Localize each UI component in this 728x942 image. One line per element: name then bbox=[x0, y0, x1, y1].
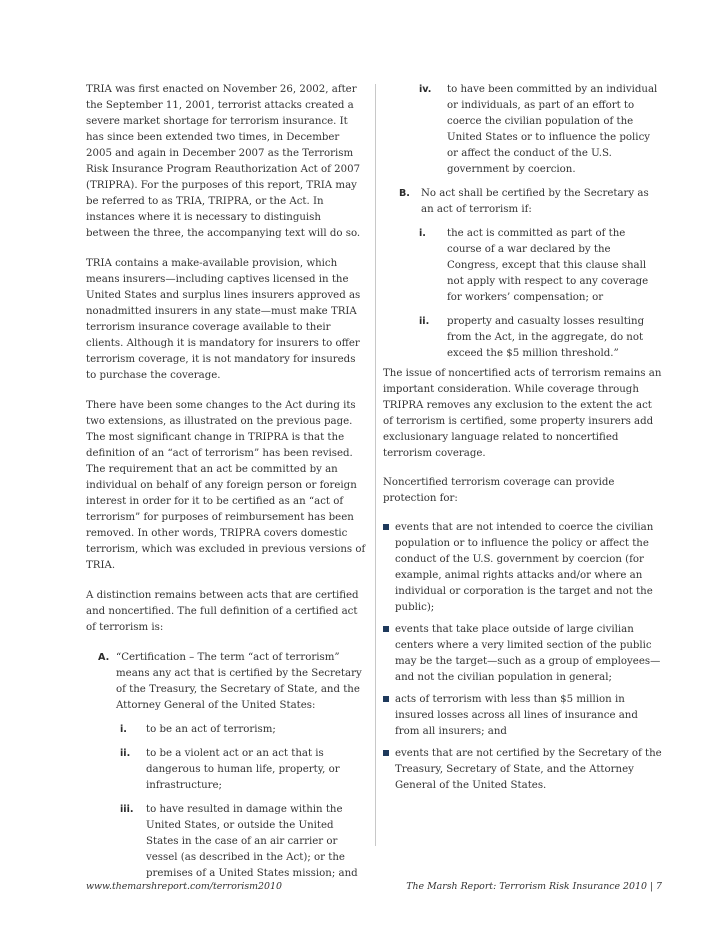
list-text: to have resulted in damage within the United States, or outside the United States in the case of an air carrier or vessel (as described in the Act); or the premises of a United States mission; and bbox=[146, 804, 358, 879]
list-marker: iii. bbox=[120, 804, 134, 815]
list-marker: B. bbox=[399, 188, 410, 199]
list-marker: i. bbox=[419, 228, 426, 239]
paragraph-noncertified-protection: Noncertified terrorism coverage can provide protection for: bbox=[383, 477, 615, 504]
list-text: No act shall be certified by the Secretary as an act of terrorism if: bbox=[421, 188, 649, 215]
list-text: property and casualty losses resulting from the Act, in the aggregate, do not exceed the $5 million threshold.” bbox=[447, 316, 645, 359]
paragraph-certified-distinction: A distinction remains between acts that are certified and noncertified. The full definition of a certified act of terrorism is: bbox=[86, 590, 359, 633]
list-marker: ii. bbox=[419, 316, 430, 327]
list-text: events that take place outside of large civilian centers where a very limited section of the public may be the target—such as a group of employees—and not the civilian population in general; bbox=[395, 624, 661, 683]
definition-item-a bbox=[86, 650, 368, 714]
right-column bbox=[383, 82, 663, 800]
definition-subitem-ii bbox=[86, 746, 368, 794]
footer-title-page-number: The Marsh Report: Terrorism Risk Insurance 2010 | 7 bbox=[406, 881, 662, 892]
list-text: events that are not intended to coerce the civilian population or to influence the policy or affect the conduct of the U.S. government by coercion (for example, animal rights attacks and/or where an individual or corporation is the target and not the public); bbox=[395, 522, 654, 613]
square-bullet-icon bbox=[383, 622, 395, 686]
list-text: to be a violent act or an act that is dangerous to human life, property, or infrastructure; bbox=[146, 748, 340, 791]
paragraph-tria-history: TRIA was first enacted on November 26, 2002, after the September 11, 2001, terrorist attacks created a severe market shortage for terrorism insurance. It has since been extended two times, in December 2005 and again in December 2007 as the Terrorism Risk Insurance Program Reauthorization Act of 2007 (TRIPRA). For the purposes of this report, TRIA may be referred to as TRIA, TRIPRA, or the Act. In instances where it is necessary to distinguish between the three, the accompanying text will do so. bbox=[86, 84, 361, 239]
list-text: the act is committed as part of the course of a war declared by the Congress, except that this clause shall not apply with respect to any coverage for workers’ compensation; or bbox=[447, 228, 649, 303]
paragraph-noncertified-issue: The issue of noncertified acts of terrorism remains an important consideration. While coverage through TRIPRA removes any exclusion to the extent the act of terrorism is certified, some property insurers add exclusionary language related to noncertified terrorism coverage. bbox=[383, 368, 662, 459]
square-bullet-icon bbox=[383, 746, 395, 794]
definition-subitem-iv bbox=[383, 82, 663, 178]
list-marker: iv. bbox=[419, 84, 432, 95]
list-text: events that are not certified by the Secretary of the Treasury, Secretary of State, and the Attorney General of the United States. bbox=[395, 748, 662, 791]
column-divider bbox=[375, 84, 376, 846]
left-column bbox=[86, 82, 368, 890]
list-marker: i. bbox=[120, 724, 127, 735]
list-text: “Certification – The term “act of terrorism” means any act that is certified by the Secretary of the Treasury, the Secretary of State, and the Attorney General of the United States: bbox=[116, 652, 362, 711]
list-item bbox=[383, 520, 663, 616]
paragraph-act-changes: There have been some changes to the Act during its two extensions, as illustrated on the previous page. The most significant change in TRIPRA is that the definition of an “act of terrorism” has been revised. The requirement that an act be committed by an individual on behalf of any foreign person or foreign interest in order for it to be certified as an “act of terrorism” for purposes of reimbursement has been removed. In other words, TRIPRA covers domestic terrorism, which was excluded in previous versions of TRIA. bbox=[86, 400, 366, 571]
square-bullet-icon bbox=[383, 692, 395, 740]
definition-subitem-i bbox=[86, 722, 368, 738]
list-marker: A. bbox=[98, 652, 110, 663]
list-text: acts of terrorism with less than $5 million in insured losses across all lines of insurance and from all insurers; and bbox=[395, 694, 638, 737]
list-item bbox=[383, 692, 663, 740]
list-marker: ii. bbox=[120, 748, 131, 759]
square-bullet-icon bbox=[383, 520, 395, 616]
list-item bbox=[383, 622, 663, 686]
list-text: to be an act of terrorism; bbox=[146, 724, 276, 735]
exclusion-subitem-i bbox=[383, 226, 663, 306]
protection-bullet-list bbox=[383, 520, 663, 794]
definition-item-b bbox=[383, 186, 663, 218]
list-text: to have been committed by an individual or individuals, as part of an effort to coerce the civilian population of the United States or to influence the policy or affect the conduct of the U.S. government by coercion. bbox=[447, 84, 658, 175]
exclusion-subitem-ii bbox=[383, 314, 663, 362]
footer-url: www.themarshreport.com/terrorism2010 bbox=[86, 881, 282, 892]
paragraph-make-available: TRIA contains a make-available provision, which means insurers—including captives licensed in the United States and surplus lines insurers approved as nonadmitted insurers in any state—must make TRIA terrorism insurance coverage available to their clients. Although it is mandatory for insurers to offer terrorism coverage, it is not mandatory for insureds to purchase the coverage. bbox=[86, 258, 361, 381]
definition-subitem-iii bbox=[86, 802, 368, 882]
list-item bbox=[383, 746, 663, 794]
